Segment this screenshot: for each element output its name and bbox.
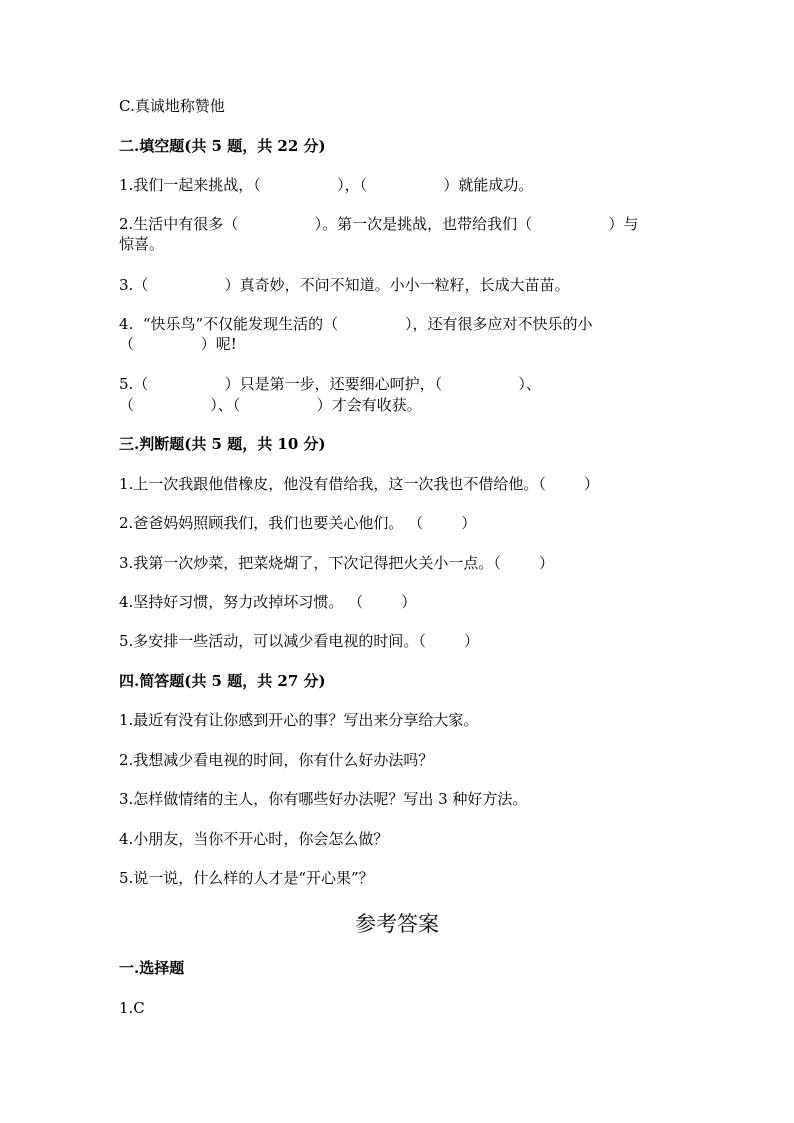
fill-question-5: 5.（ ）只是第一步，还要细心呵护，（ ）、 [119, 375, 541, 393]
fill-question-2: 2.生活中有很多（ ）。第一次是挑战，也带给我们（ ）与 [119, 215, 639, 233]
fill-question-4-cont: （ ）呢! [119, 335, 237, 353]
tf-question-1: 1.上一次我跟他借橡皮，他没有借给我，这一次我也不借给他。（ ） [119, 475, 599, 493]
fill-question-4: 4. “快乐鸟”不仅能发现生活的（ ），还有很多应对不快乐的小 [119, 315, 593, 333]
tf-question-2: 2.爸爸妈妈照顾我们，我们也要关心他们。 （ ） [119, 514, 477, 532]
tf-question-3: 3.我第一次炒菜，把菜烧煳了，下次记得把火关小一点。（ ） [119, 554, 554, 572]
sa-question-1: 1.最近有没有让你感到开心的事？写出来分享给大家。 [119, 711, 479, 729]
answer-key-title: 参考答案 [355, 912, 439, 936]
section-heading-short-answer: 四.简答题(共 5 题，共 27 分) [119, 672, 326, 690]
fill-question-1: 1.我们一起来挑战，（ ），（ ）就能成功。 [119, 176, 534, 194]
fill-question-5-cont: （ ）、（ ）才会有收获。 [119, 396, 422, 414]
fill-question-3: 3.（ ）真奇妙，不问不知道。小小一粒籽，长成大苗苗。 [119, 276, 570, 294]
tf-question-4: 4.坚持好习惯，努力改掉坏习惯。 （ ） [119, 593, 417, 611]
answer-1: 1.C [119, 999, 145, 1017]
tf-question-5: 5.多安排一些活动，可以减少看电视的时间。（ ） [119, 632, 479, 650]
fill-question-2-cont: 惊喜。 [119, 235, 165, 253]
sa-question-5: 5.说一说，什么样的人才是“开心果”？ [119, 869, 374, 887]
sa-question-2: 2.我想减少看电视的时间，你有什么好办法吗？ [119, 751, 434, 769]
section-heading-fill-in: 二.填空题(共 5 题，共 22 分) [119, 137, 326, 155]
option-c: C.真诚地称赞他 [119, 97, 225, 115]
section-heading-true-false: 三.判断题(共 5 题，共 10 分) [119, 435, 326, 453]
sa-question-3: 3.怎样做情绪的主人，你有哪些好办法呢？写出 3 种好方法。 [119, 790, 528, 808]
sa-question-4: 4.小朋友，当你不开心时，你会怎么做？ [119, 830, 389, 848]
answer-section-heading: 一.选择题 [119, 959, 185, 977]
